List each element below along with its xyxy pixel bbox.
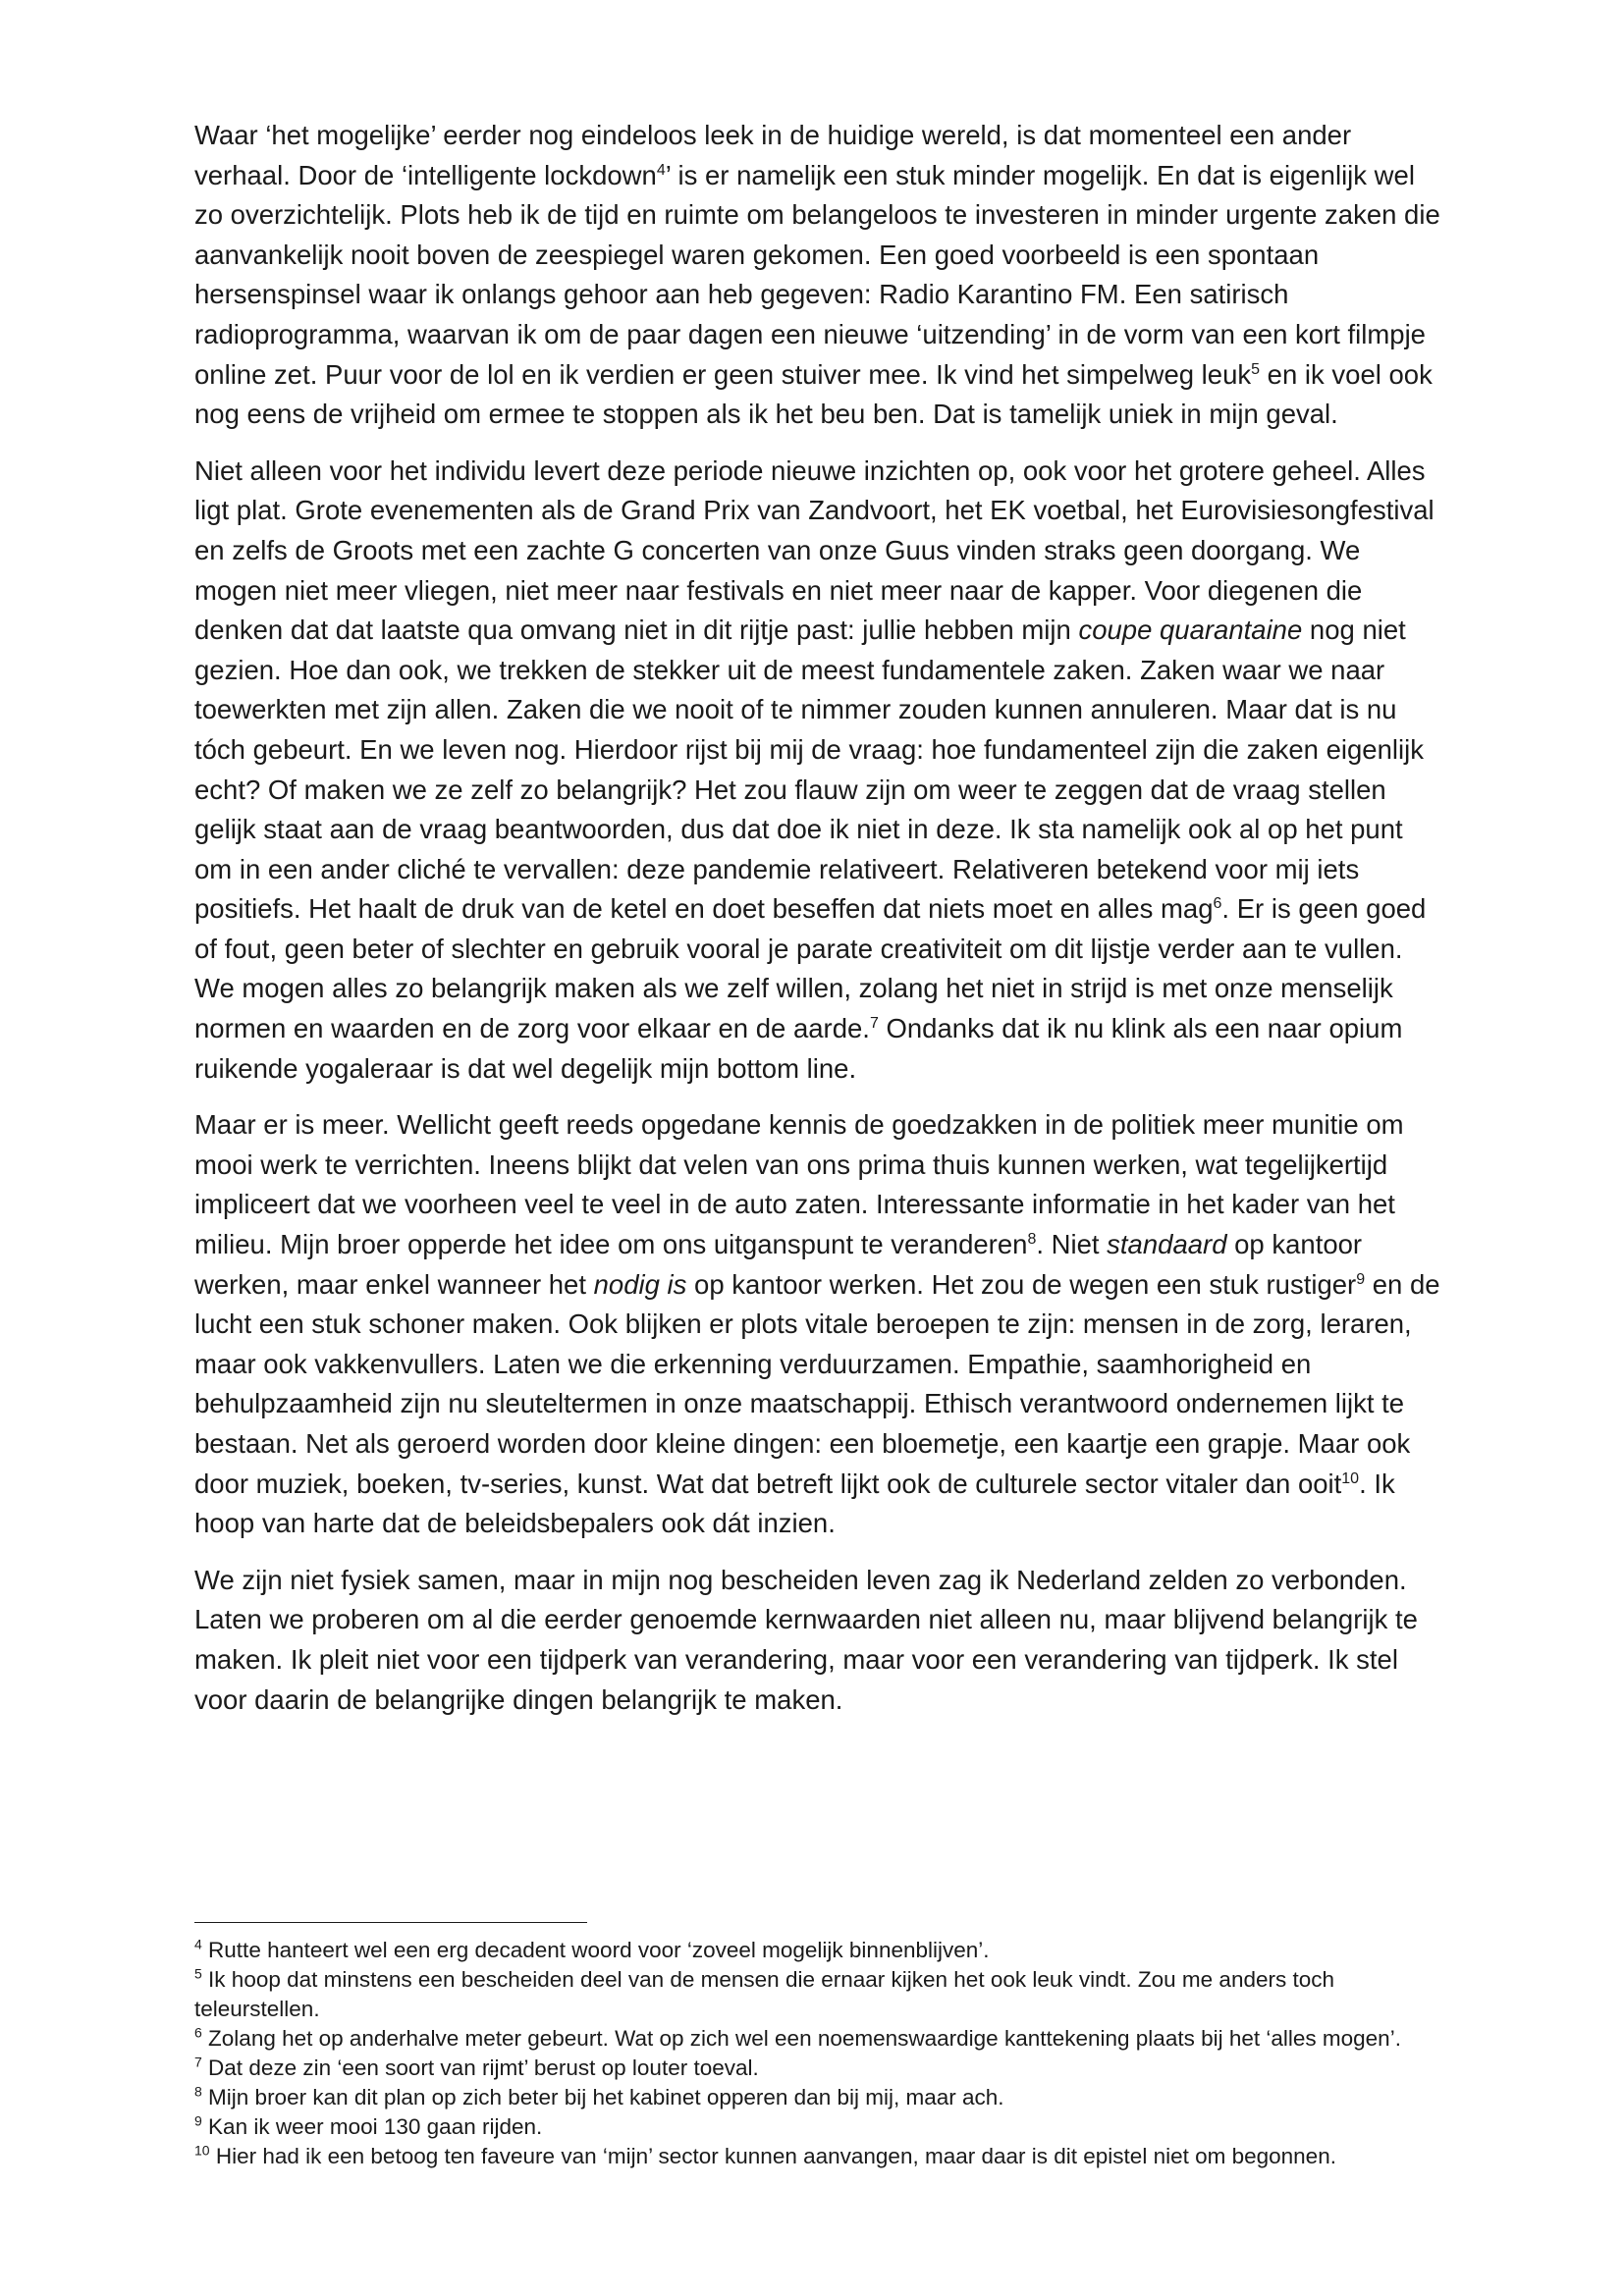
paragraph bbox=[194, 452, 1441, 1090]
paragraph bbox=[194, 1105, 1441, 1544]
footnote-text: Rutte hanteert wel een erg decadent woord voor ‘zoveel mogelijk binnenblijven’. bbox=[201, 1938, 990, 1962]
text-run: Ondanks dat ik nu klink als een naar opium ruikende yogaleraar is dat wel degelijk mijn bottom line. bbox=[194, 1013, 1403, 1084]
footnote-separator bbox=[194, 1922, 587, 1923]
footnote bbox=[194, 2083, 1461, 2112]
footnote-number: 10 bbox=[194, 2142, 210, 2159]
footnote-ref: 7 bbox=[869, 1014, 879, 1032]
italic-text: coupe quarantaine bbox=[1078, 614, 1303, 646]
footnote-ref: 9 bbox=[1356, 1270, 1366, 1288]
italic-text: standaard bbox=[1107, 1229, 1227, 1260]
paragraph bbox=[194, 1561, 1441, 1720]
footnote-text: Kan ik weer mooi 130 gaan rijden. bbox=[201, 2114, 543, 2139]
footnote-ref: 10 bbox=[1341, 1469, 1360, 1487]
footnote bbox=[194, 1965, 1461, 2024]
footnote-text: Dat deze zin ‘een soort van rijmt’ berust op louter toeval. bbox=[201, 2056, 759, 2080]
footnote-text: Zolang het op anderhalve meter gebeurt. Wat op zich wel een noemenswaardige kanttekening plaats bij het ‘alles mogen’. bbox=[201, 2026, 1401, 2051]
footnote-ref: 4 bbox=[656, 161, 666, 179]
footnote bbox=[194, 2054, 1461, 2083]
text-run: nog niet gezien. Hoe dan ook, we trekken de stekker uit de meest fundamentele zaken. Zaken waar we naar toewerkten met zijn allen. Zaken die we nooit of te nimmer zouden kunnen annuleren. Maar dat is nu tóch gebeurt. En we leven nog. Hierdoor rijst bij mij de vraag: hoe fundamenteel zijn die zaken eigenlijk echt? Of maken we ze zelf zo belangrijk? Het zou flauw zijn om weer te zeggen dat de vraag stellen gelijk staat aan de vraag beantwoorden, dus dat doe ik niet in deze. Ik sta namelijk ook al op het punt om in een ander cliché te vervallen: deze pandemie relativeert. Relativeren betekend voor mij iets positiefs. Het haalt de druk van de ketel en doet beseffen dat niets moet en alles mag bbox=[194, 614, 1424, 925]
footnote-text: Ik hoop dat minstens een bescheiden deel van de mensen die ernaar kijken het ook leuk vindt. Zou me anders toch teleurstellen. bbox=[194, 1967, 1335, 2021]
text-run: Waar ‘het mogelijke’ eerder nog eindeloos leek in de huidige wereld, is dat momenteel een ander verhaal. Door de ‘intelligente lockdown bbox=[194, 120, 1352, 190]
text-run: en de lucht een stuk schoner maken. Ook blijken er plots vitale beroepen te zijn: mensen in de zorg, leraren, maar ook vakkenvullers. Laten we die erkenning verduurzamen. Empathie, saamhorigheid en behulpzaamheid zijn nu sleuteltermen in onze maatschappij. Ethisch verantwoord ondernemen lijkt te bestaan. Net als geroerd worden door kleine dingen: een bloemetje, een kaartje een grapje. Maar ook door muziek, boeken, tv-series, kunst. Wat dat betreft lijkt ook de culturele sector vitaler dan ooit bbox=[194, 1268, 1440, 1499]
footnote-number: 6 bbox=[194, 2024, 202, 2041]
footnote-ref: 8 bbox=[1027, 1230, 1037, 1248]
paragraph bbox=[194, 116, 1441, 435]
footnote bbox=[194, 2112, 1461, 2142]
text-run: en ik voel ook nog eens de vrijheid om ermee te stoppen als ik het beu ben. Dat is tamelijk uniek in mijn geval. bbox=[194, 358, 1433, 430]
text-run: ’ is er namelijk een stuk minder mogelijk. En dat is eigenlijk wel zo overzichtelijk. Plots heb ik de tijd en ruimte om belangeloos te investeren in minder urgente zaken die aanvankelijk nooit boven de zeespiegel waren gekomen. Een goed voorbeeld is een spontaan hersenspinsel waar ik onlangs gehoor aan heb gegeven: Radio Karantino FM. Een satirisch radioprogramma, waarvan ik om de paar dagen een nieuwe ‘uitzending’ in de vorm van een kort filmpje online zet. Puur voor de lol en ik verdien er geen stuiver mee. Ik vind het simpelweg leuk bbox=[194, 159, 1440, 390]
footnote bbox=[194, 2142, 1461, 2171]
footnote-number: 4 bbox=[194, 1936, 202, 1952]
footnote-text: Mijn broer kan dit plan op zich beter bij het kabinet opperen dan bij mij, maar ach. bbox=[201, 2085, 1004, 2109]
footnotes bbox=[194, 1936, 1461, 2171]
text-run: Niet alleen voor het individu levert deze periode nieuwe inzichten op, ook voor het grotere geheel. Alles ligt plat. Grote evenementen als de Grand Prix van Zandvoort, het EK voetbal, het Eurovisiesongfestival en zelfs de Groots met een zachte G concerten van onze Guus vinden straks geen doorgang. We mogen niet meer vliegen, niet meer naar festivals en niet meer naar de kapper. Voor diegenen die denken dat dat laatste qua omvang niet in dit rijtje past: jullie hebben mijn bbox=[194, 454, 1435, 646]
text-run: op kantoor werken. Het zou de wegen een stuk rustiger bbox=[686, 1268, 1357, 1300]
text-run: op kantoor werken, maar enkel wanneer het bbox=[194, 1229, 1363, 1300]
text-run: We zijn niet fysiek samen, maar in mijn nog bescheiden leven zag ik Nederland zelden zo verbonden. Laten we proberen om al die eerder genoemde kernwaarden niet alleen nu, maar blijvend belangrijk te maken. Ik pleit niet voor een tijdperk van verandering, maar voor een verandering van tijdperk. Ik stel voor daarin de belangrijke dingen belangrijk te maken. bbox=[194, 1564, 1418, 1715]
text-run: . Er is geen goed of fout, geen beter of slechter en gebruik vooral je parate creativiteit om dit lijstje verder aan te vullen. We mogen alles zo belangrijk maken als we zelf willen, zolang het niet in strijd is met onze menselijk normen en waarden en de zorg voor elkaar en de aarde. bbox=[194, 893, 1427, 1044]
footnote-number: 9 bbox=[194, 2112, 202, 2129]
footnote bbox=[194, 2024, 1461, 2054]
footnote-number: 8 bbox=[194, 2083, 202, 2100]
footnote-ref: 5 bbox=[1251, 360, 1261, 378]
footnote bbox=[194, 1936, 1461, 1965]
footnote-text: Hier had ik een betoog ten faveure van ‘mijn’ sector kunnen aanvangen, maar daar is dit epistel niet om begonnen. bbox=[209, 2144, 1336, 2168]
text-run: . Niet bbox=[1036, 1229, 1108, 1260]
body-text bbox=[194, 116, 1441, 1736]
italic-text: nodig is bbox=[593, 1268, 687, 1300]
footnote-number: 7 bbox=[194, 2054, 202, 2070]
text-run: Maar er is meer. Wellicht geeft reeds opgedane kennis de goedzakken in de politiek meer munitie om mooi werk te verrichten. Ineens blijkt dat velen van ons prima thuis kunnen werken, wat tegelijkertijd impliceert dat we voorheen veel te veel in de auto zaten. Interessante informatie in het kader van het milieu. Mijn broer opperde het idee om ons uitganspunt te veranderen bbox=[194, 1109, 1404, 1260]
text-run: . Ik hoop van harte dat de beleidsbepalers ook dát inzien. bbox=[194, 1468, 1395, 1539]
footnote-number: 5 bbox=[194, 1965, 202, 1982]
footnote-ref: 6 bbox=[1213, 895, 1222, 913]
